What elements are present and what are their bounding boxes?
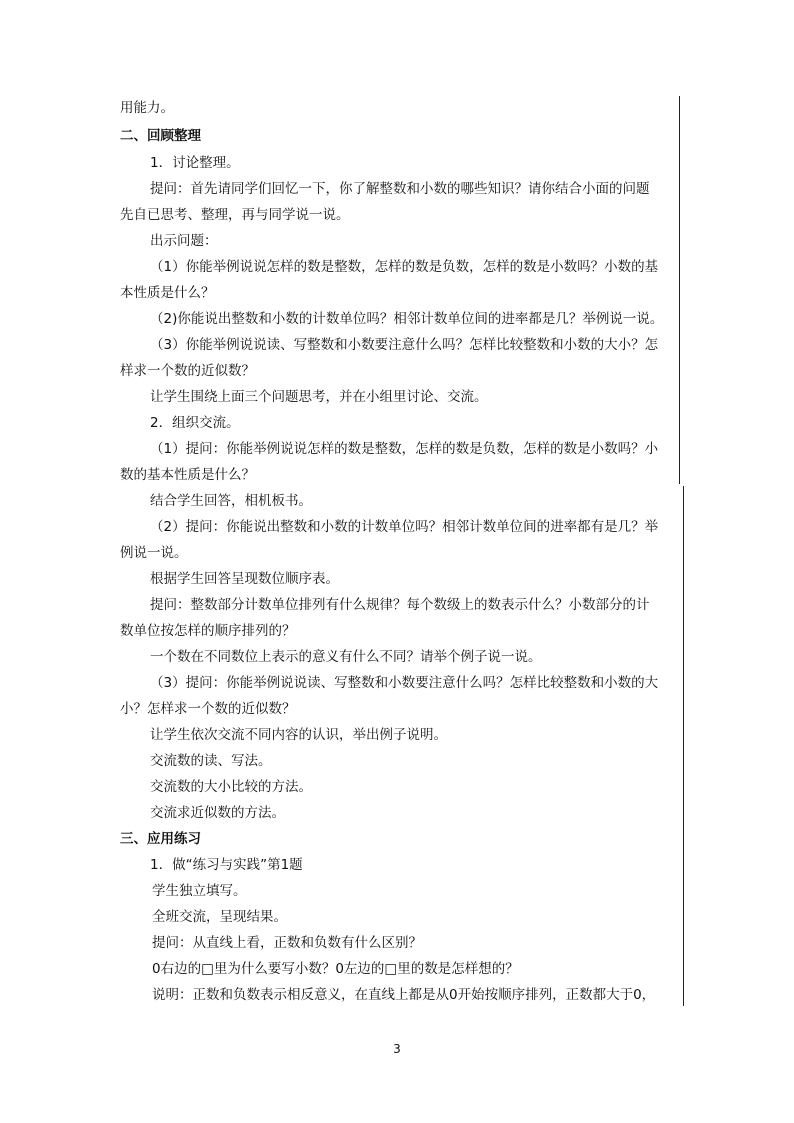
text-line: 提问：整数部分计数单位排列有什么规律？每个数级上的数表示什么？小数部分的计 xyxy=(150,597,650,613)
page-number: 3 xyxy=(393,1042,401,1056)
section-heading: 二、回顾整理 xyxy=(120,128,201,144)
table-border-upper xyxy=(679,96,680,484)
text-line: 数单位按怎样的顺序排列的？ xyxy=(120,623,296,639)
text-line: 用能力。 xyxy=(120,100,174,116)
text-line: 学生独立填写。 xyxy=(152,883,247,899)
text-line: 交流求近似数的方法。 xyxy=(150,805,285,821)
text-line: 让学生围绕上面三个问题思考，并在小组里讨论、交流。 xyxy=(150,389,488,405)
text-line: 0右边的□里为什么要写小数？0左边的□里的数是怎样想的？ xyxy=(152,961,519,977)
text-line: （2）提问：你能说出整数和小数的计数单位吗？相邻计数单位间的进率都有是几？举 xyxy=(150,519,659,535)
subsection-title: 2．组织交流。 xyxy=(150,415,240,431)
text-line: 小？怎样求一个数的近似数？ xyxy=(120,701,296,717)
text-line: （1）提问：你能举例说说怎样的数是整数，怎样的数是负数，怎样的数是小数吗？小 xyxy=(150,441,659,457)
text-line: 根据学生回答呈现数位顺序表。 xyxy=(150,571,339,587)
text-line: 让学生依次交流不同内容的认识，举出例子说明。 xyxy=(150,727,447,743)
text-line: 一个数在不同数位上表示的意义有什么不同？请举个例子说一说。 xyxy=(150,649,542,665)
text-line: 数的基本性质是什么？ xyxy=(120,467,255,483)
subsection-title: 1．做“练习与实践”第1题 xyxy=(150,857,303,873)
text-line: 提问：首先请同学们回忆一下，你了解整数和小数的哪些知识？请你结合小面的问题 xyxy=(150,181,650,197)
text-line: 交流数的读、写法。 xyxy=(150,753,272,769)
text-line: 说明：正数和负数表示相反意义，在直线上都是从0开始按顺序排列，正数都大于0， xyxy=(152,987,656,1003)
section-heading: 三、应用练习 xyxy=(120,831,201,847)
text-line: 先自已思考、整理，再与同学说一说。 xyxy=(120,207,350,223)
text-line: （3）你能举例说说读、写整数和小数要注意什么吗？怎样比较整数和小数的大小？怎 xyxy=(150,337,659,353)
text-line: 样求一个数的近似数？ xyxy=(120,363,255,379)
text-line: （2)你能说出整数和小数的计数单位吗？相邻计数单位间的进率都是几？举例说一说。 xyxy=(150,311,664,327)
text-line: 本性质是什么？ xyxy=(120,285,215,301)
text-line: 出示问题： xyxy=(150,233,218,249)
text-line: 例说一说。 xyxy=(120,545,188,561)
text-line: （3）提问：你能举例说说读、写整数和小数要注意什么吗？怎样比较整数和小数的大 xyxy=(150,675,659,691)
text-line: 结合学生回答，相机板书。 xyxy=(150,493,312,509)
table-border-lower xyxy=(683,486,684,1006)
text-line: 交流数的大小比较的方法。 xyxy=(150,779,312,795)
subsection-title: 1．讨论整理。 xyxy=(150,155,240,171)
text-line: （1）你能举例说说怎样的数是整数，怎样的数是负数，怎样的数是小数吗？小数的基 xyxy=(150,259,659,275)
text-line: 全班交流，呈现结果。 xyxy=(152,909,287,925)
text-line: 提问：从直线上看，正数和负数有什么区别？ xyxy=(152,935,422,951)
